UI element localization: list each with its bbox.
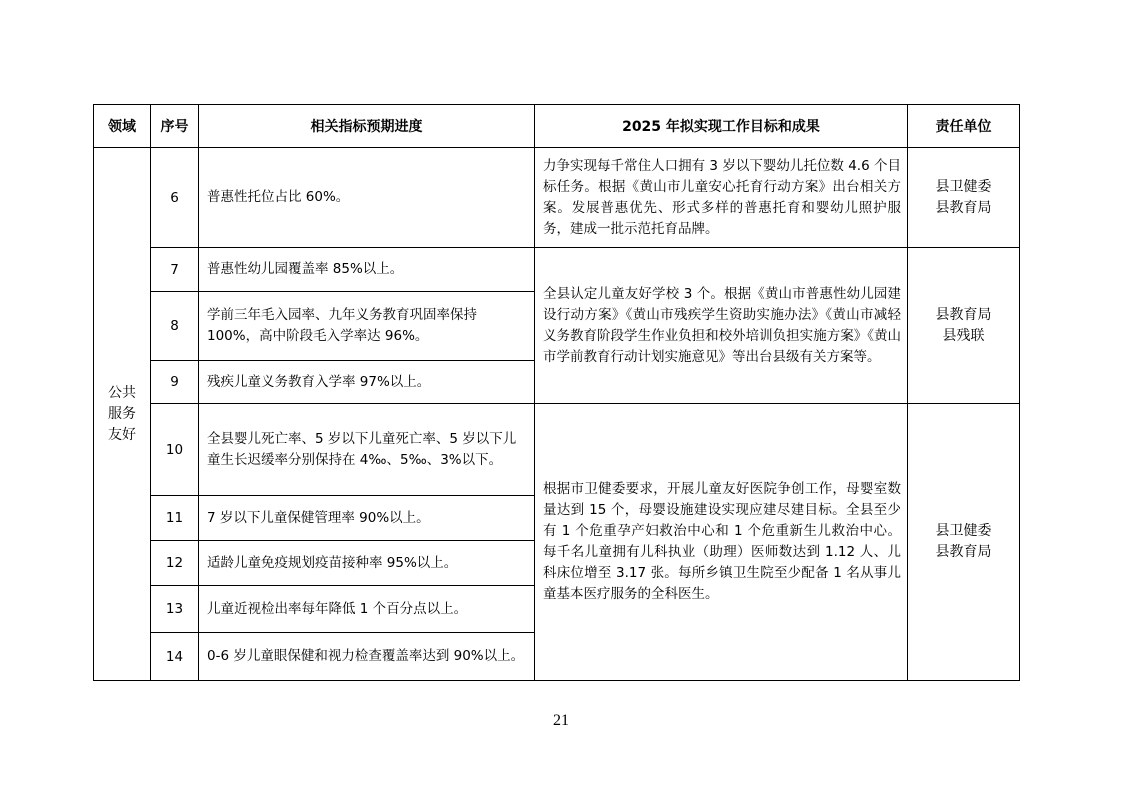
header-goal: 2025 年拟实现工作目标和成果 [535, 105, 908, 148]
unit-line: 县教育局 [935, 199, 992, 216]
unit-line: 县卫健委 [935, 523, 992, 539]
unit-line: 县残联 [942, 327, 985, 344]
header-seq: 序号 [151, 105, 199, 148]
header-unit: 责任单位 [908, 105, 1020, 148]
seq-cell: 11 [151, 496, 199, 541]
unit-line: 县教育局 [935, 544, 992, 560]
indicator-cell: 0-6 岁儿童眼保健和视力检查覆盖率达到 90%以上。 [199, 633, 535, 681]
seq-cell: 9 [151, 361, 199, 404]
header-area: 领域 [94, 105, 151, 148]
goal-cell: 全县认定儿童友好学校 3 个。根据《黄山市普惠性幼儿园建设行动方案》《黄山市残疾学生资助实施办法》《黄山市减轻义务教育阶段学生作业负担和校外培训负担实施方案》《黄山市学前教育行动计划实施意见》等出台县级有关方案等。 [535, 248, 908, 404]
unit-line: 县卫健委 [935, 178, 992, 195]
area-line: 公共 [108, 384, 136, 401]
indicator-cell: 残疾儿童义务教育入学率 97%以上。 [199, 361, 535, 404]
header-indicator: 相关指标预期进度 [199, 105, 535, 148]
unit-cell [908, 404, 1020, 681]
table-row [94, 404, 1020, 496]
indicator-cell: 普惠性托位占比 60%。 [199, 148, 535, 248]
unit-cell [908, 248, 1020, 404]
area-line: 友好 [108, 426, 136, 443]
table-header-row [94, 105, 1020, 148]
seq-cell: 10 [151, 404, 199, 496]
table-row [94, 148, 1020, 248]
indicator-cell: 学前三年毛入园率、九年义务教育巩固率保持 100%，高中阶段毛入学率达 96%。 [199, 292, 535, 361]
goal-cell: 根据市卫健委要求，开展儿童友好医院争创工作，母婴室数量达到 15 个，母婴设施建设实现应建尽建目标。全县至少有 1 个危重孕产妇救治中心和 1 个危重新生儿救治中心。每千名儿童拥有儿科执业（助理）医师数达到 1.12 人、儿科床位增至 3.17 张。每所乡镇卫生院至少配备 1 名从事儿童基本医疗服务的全科医生。 [535, 404, 908, 681]
seq-cell: 12 [151, 541, 199, 586]
seq-cell: 13 [151, 586, 199, 633]
indicator-cell: 普惠性幼儿园覆盖率 85%以上。 [199, 248, 535, 292]
seq-cell: 7 [151, 248, 199, 292]
area-line: 服务 [108, 405, 136, 422]
indicator-cell: 全县婴儿死亡率、5 岁以下儿童死亡率、5 岁以下儿童生长迟缓率分别保持在 4‰、5‰、3%以下。 [199, 404, 535, 496]
page-number: 21 [553, 712, 569, 729]
goal-cell: 力争实现每千常住人口拥有 3 岁以下婴幼儿托位数 4.6 个目标任务。根据《黄山市儿童安心托育行动方案》出台相关方案。发展普惠优先、形式多样的普惠托育和婴幼儿照护服务，建成一批示范托育品牌。 [535, 148, 908, 248]
unit-cell [908, 148, 1020, 248]
unit-line: 县教育局 [935, 306, 992, 323]
targets-table [93, 104, 1020, 681]
indicator-cell: 适龄儿童免疫规划疫苗接种率 95%以上。 [199, 541, 535, 586]
table-row [94, 248, 1020, 292]
seq-cell: 14 [151, 633, 199, 681]
seq-cell: 6 [151, 148, 199, 248]
area-cell [94, 148, 151, 681]
seq-cell: 8 [151, 292, 199, 361]
indicator-cell: 7 岁以下儿童保健管理率 90%以上。 [199, 496, 535, 541]
indicator-cell: 儿童近视检出率每年降低 1 个百分点以上。 [199, 586, 535, 633]
